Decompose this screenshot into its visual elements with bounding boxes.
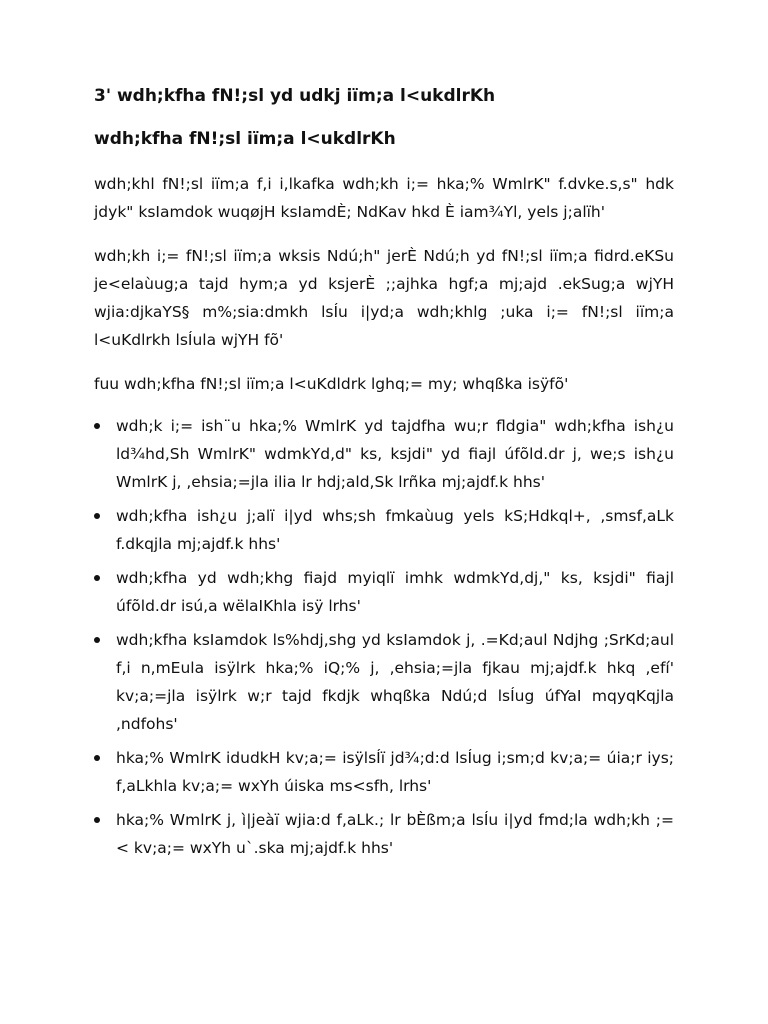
list-item-text: hka;% WmlrK j, ì|jeàï wjia:d f,aLk.; lr bÈßm;a lsÍu i|yd fmd;la wdh;kh ;=< kv;a;= wxYh u`.ska mj;ajdf.k hhs' [116, 811, 674, 857]
list-item [94, 744, 674, 800]
paragraph-intro-list: fuu wdh;kfha fN!;sl iïm;a l<uKdldrk lghq;= my; whqßka isÿfõ' [94, 375, 569, 393]
list-item [94, 626, 674, 738]
bullet-icon [94, 755, 100, 761]
bullet-icon [94, 423, 100, 429]
list-item [94, 502, 674, 558]
bullet-icon [94, 637, 100, 643]
bullet-icon [94, 513, 100, 519]
list-item-text: wdh;kfha yd wdh;khg fiajd myiqlï imhk wdmkYd,dj," ks, ksjdi" fiajl úfõld.dr isú,a wëlaIKhla isÿ lrhs' [116, 569, 674, 615]
bullet-icon [94, 817, 100, 823]
list-item-text: wdh;k i;= ish¨u hka;% WmlrK yd tajdfha wu;r fldgia" wdh;kfha ish¿u ld¾hd,Sh WmlrK" wdmkYd,d" ks, ksjdi" yd fiajl úfõld.dr j, we;s ish¿u WmlrK j, ,ehsia;=jla ilia lr hdj;ald,Sk lrñka mj;ajdf.k hhs' [116, 417, 674, 491]
list-item [94, 564, 674, 620]
bullet-icon [94, 575, 100, 581]
subsection-heading: wdh;kfha fN!;sl iïm;a l<ukdlrKh [94, 129, 396, 149]
list-item-text: wdh;kfha ksIamdok ls%hdj,shg yd ksIamdok j, .=Kd;aul Ndjhg ;SrKd;aul f,i n,mEula isÿlrk hka;% iQ;% j, ,ehsia;=jla fjkau mj;ajdf.k hkq ,efí' kv;a;=jla isÿlrk w;r tajd fkdjk whqßka Ndú;d lsÍug úfYaI mqyqKqjla ,ndfohs' [116, 631, 674, 733]
list-item-text: wdh;kfha ish¿u j;alï i|yd whs;sh fmkaùug yels kS;Hdkql+, ,smsf,aLk f.dkqjla mj;ajdf.k hhs' [116, 507, 674, 553]
paragraph-purpose: wdh;kh i;= fN!;sl iïm;a wksis Ndú;h" jerÈ Ndú;h yd fN!;sl iïm;a fidrd.eKSu je<elaùug;a tajd hym;a yd ksjerÈ ;;ajhka hgf;a mj;ajd .ekSug;a wjYH wjia:djkaYS§ m%;sia:dmkh lsÍu i|yd;a wdh;khlg ;uka i;= fN!;sl iïm;a l<uKdlrkh lsÍula wjYH fõ' [94, 247, 674, 349]
paragraph-definition: wdh;khl fN!;sl iïm;a f,i i,lkafka wdh;kh i;= hka;% WmlrK" f.dvke.s,s" hdk jdyk" ksIamdok wuqøjH ksIamdÈ; NdKav hkd È iam¾Yl, yels j;alïh' [94, 175, 674, 221]
list-item [94, 806, 674, 862]
section-heading: 3' wdh;kfha fN!;sl yd udkj iïm;a l<ukdlrKh [94, 86, 496, 106]
list-item-text: hka;% WmlrK idudkH kv;a;= isÿlsÍï jd¾;d:d lsÍug i;sm;d kv;a;= úia;r iys; f,aLkhla kv;a;= wxYh úiska ms<sfh, lrhs' [116, 749, 674, 795]
bullet-list [94, 412, 674, 862]
list-item [94, 412, 674, 496]
